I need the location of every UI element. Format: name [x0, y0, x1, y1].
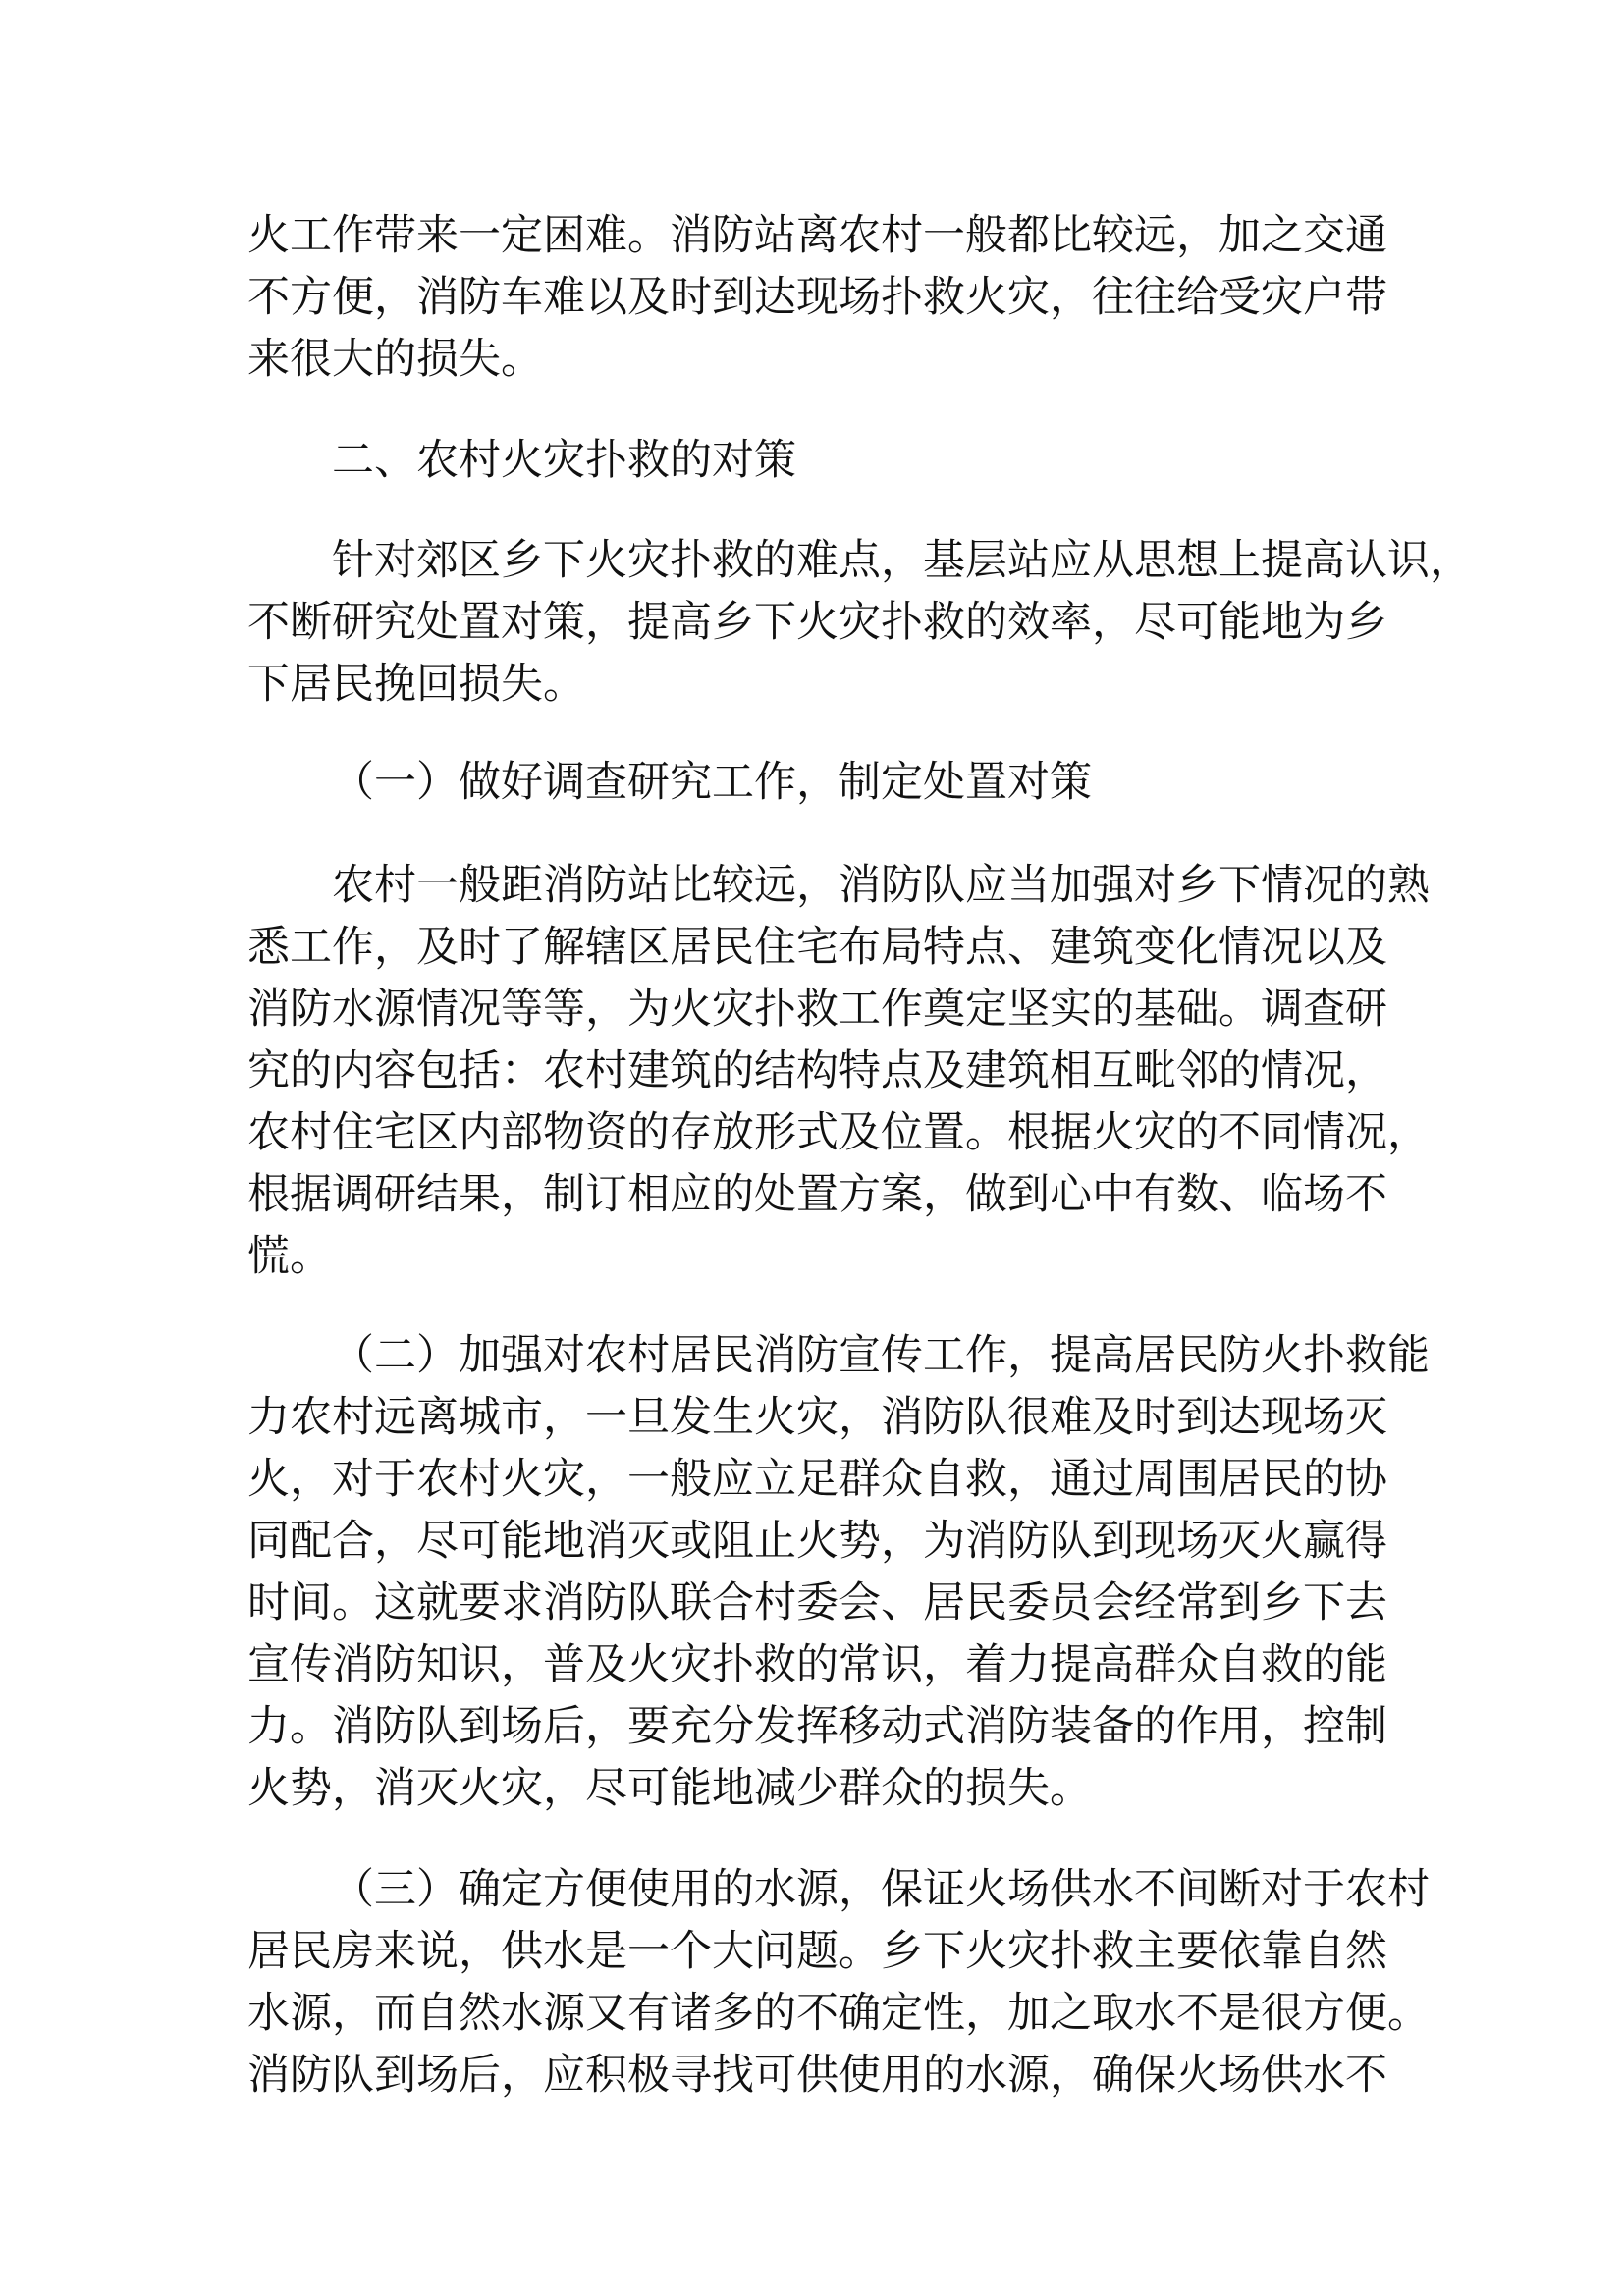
text-line: 时间。这就要求消防队联合村委会、居民委员会经常到乡下去 [247, 1578, 1387, 1628]
paragraph-continuation [247, 205, 1406, 391]
heading-text: （一）做好调查研究工作，制定处置对策 [332, 758, 1092, 807]
paragraph-publicity [247, 1325, 1430, 1820]
paragraph-research [247, 855, 1430, 1288]
text-line: 不方便，消防车难以及时到达现场扑救火灾，往往给受灾户带 [247, 273, 1387, 322]
text-line: 消防水源情况等等，为火灾扑救工作奠定坚实的基础。调查研 [247, 985, 1387, 1034]
heading-text: 二、农村火灾扑救的对策 [332, 436, 796, 485]
text-line: 同配合，尽可能地消灭或阻止火势，为消防队到现场灭火赢得 [247, 1517, 1387, 1566]
subsection-heading [247, 752, 1406, 814]
text-line: 火势，消灭火灾，尽可能地减少群众的损失。 [247, 1764, 1092, 1813]
text-line: （二）加强对农村居民消防宣传工作，提高居民防火扑救能 [332, 1331, 1430, 1380]
text-line: 究的内容包括：农村建筑的结构特点及建筑相互毗邻的情况， [247, 1046, 1387, 1095]
text-line: 力农村远离城市，一旦发生火灾，消防队很难及时到达现场灭 [247, 1393, 1387, 1442]
text-line: （三）确定方便使用的水源，保证火场供水不间断对于农村 [332, 1865, 1430, 1914]
text-line: 居民房来说，供水是一个大问题。乡下火灾扑救主要依靠自然 [247, 1927, 1387, 1976]
text-line: 不断研究处置对策，提高乡下火灾扑救的效率，尽可能地为乡 [247, 598, 1387, 647]
text-line: 针对郊区乡下火灾扑救的难点，基层站应从思想上提高认识， [332, 536, 1472, 585]
text-line: 悉工作，及时了解辖区居民住宅布局特点、建筑变化情况以及 [247, 923, 1387, 972]
text-line: 水源，而自然水源又有诸多的不确定性，加之取水不是很方便。 [247, 1989, 1430, 2038]
section-heading [247, 430, 1406, 492]
text-line: 农村住宅区内部物资的存放形式及位置。根据火灾的不同情况， [247, 1108, 1430, 1157]
paragraph-intro [247, 530, 1472, 716]
text-line: 来很大的损失。 [247, 335, 543, 384]
text-line: 农村一般距消防站比较远，消防队应当加强对乡下情况的熟 [332, 861, 1430, 910]
text-line: 宣传消防知识，普及火灾扑救的常识，着力提高群众自救的能 [247, 1640, 1387, 1689]
text-line: 根据调研结果，制订相应的处置方案，做到心中有数、临场不 [247, 1170, 1387, 1219]
text-line: 火工作带来一定困难。消防站离农村一般都比较远，加之交通 [247, 211, 1387, 260]
text-line: 消防队到场后，应积极寻找可供使用的水源，确保火场供水不 [247, 2051, 1387, 2100]
text-line: 慌。 [247, 1232, 332, 1281]
text-line: 火，对于农村火灾，一般应立足群众自救，通过周围居民的协 [247, 1455, 1387, 1504]
text-line: 力。消防队到场后，要充分发挥移动式消防装备的作用，控制 [247, 1702, 1387, 1751]
paragraph-water-source [247, 1859, 1430, 2107]
text-line: 下居民挽回损失。 [247, 660, 585, 709]
